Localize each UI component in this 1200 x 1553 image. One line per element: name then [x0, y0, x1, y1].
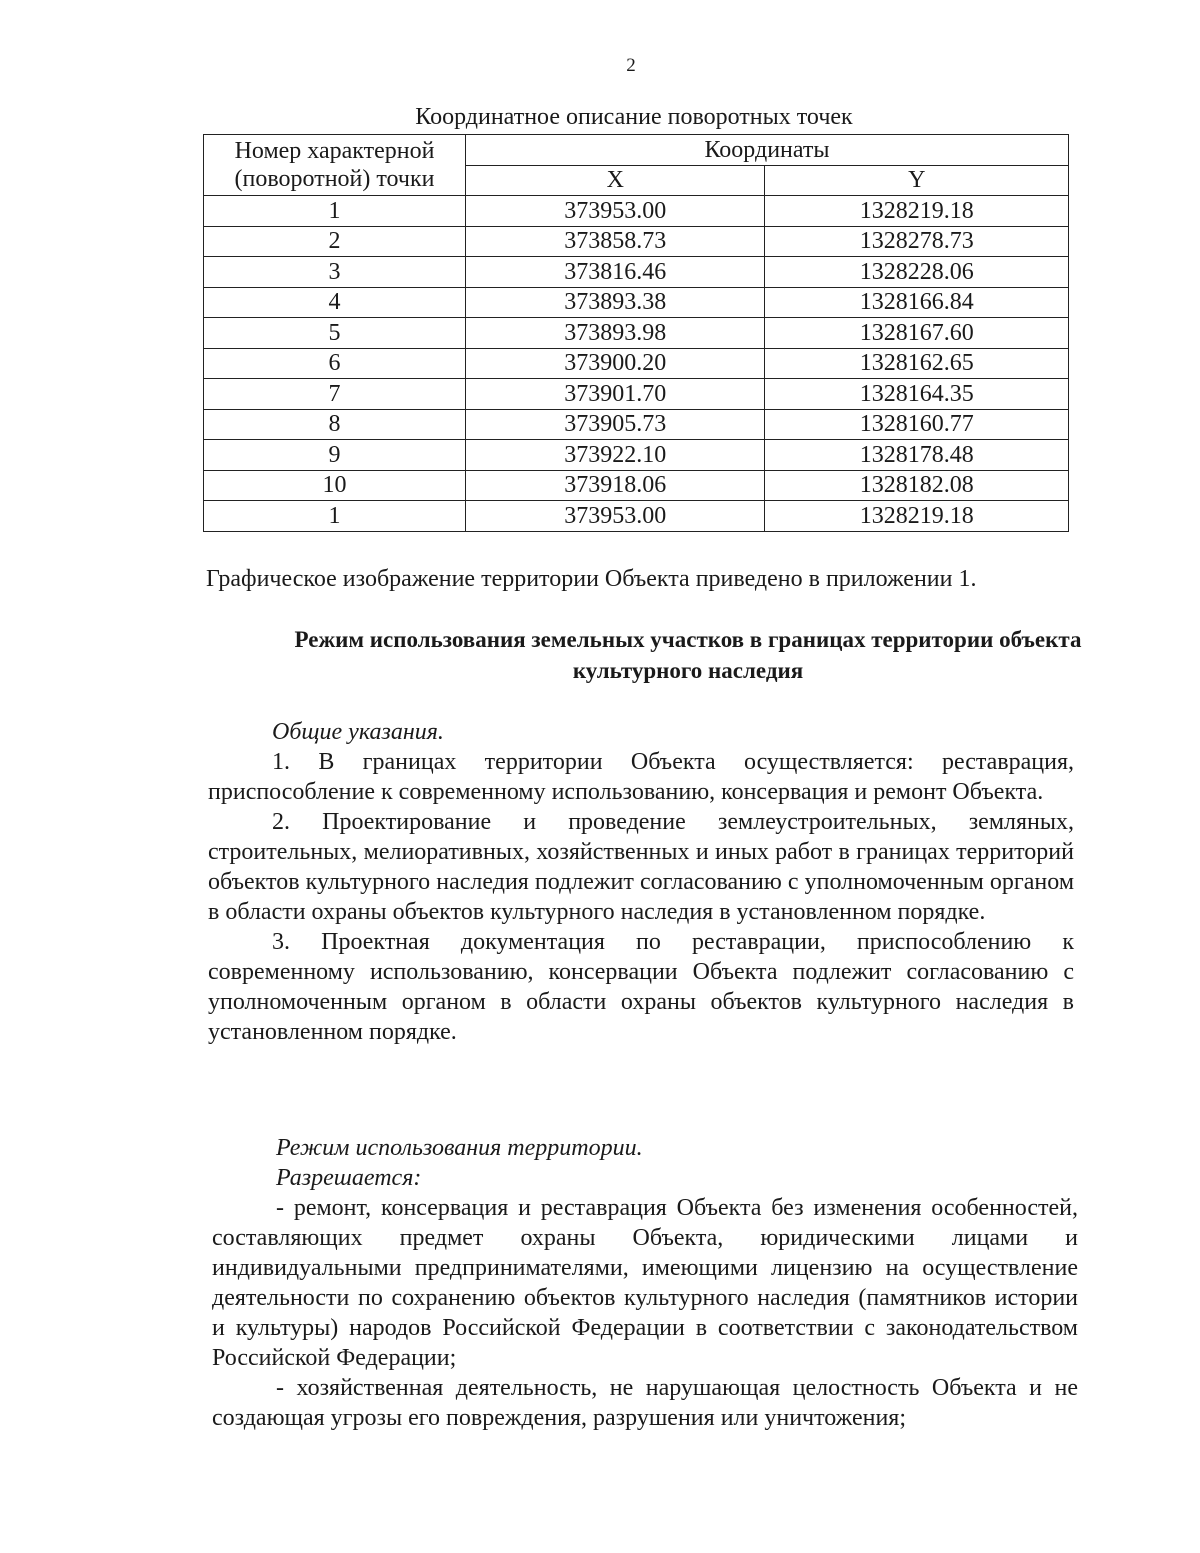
table-caption: Координатное описание поворотных точек	[415, 104, 853, 130]
page-number: 2	[626, 55, 636, 76]
table-row	[204, 257, 1069, 288]
coord-y: 1328219.18	[765, 501, 1069, 532]
coord-x: 373893.98	[466, 318, 765, 349]
point-number: 9	[204, 440, 466, 471]
coord-x: 373918.06	[466, 470, 765, 501]
general-title: Общие указания.	[272, 719, 444, 745]
point-number: 1	[204, 196, 466, 227]
graphic-note: Графическое изображение территории Объекта приведено в приложении 1.	[206, 566, 977, 592]
table-row	[204, 409, 1069, 440]
coord-y: 1328182.08	[765, 470, 1069, 501]
allowed-title: Разрешается:	[276, 1165, 422, 1191]
point-number: 4	[204, 287, 466, 318]
table-row	[204, 196, 1069, 227]
point-number: 6	[204, 348, 466, 379]
coord-y: 1328164.35	[765, 379, 1069, 410]
coord-x: 373953.00	[466, 501, 765, 532]
table-row	[204, 318, 1069, 349]
general-instructions	[208, 717, 1074, 1047]
coord-x: 373893.38	[466, 287, 765, 318]
regime-title: Режим использования территории.	[276, 1135, 643, 1161]
coord-x: 373900.20	[466, 348, 765, 379]
general-item: 1. В границах территории Объекта осуществляется: реставрация, приспособление к современному использованию, консервация и ремонт Объекта.	[208, 749, 1074, 805]
table-row	[204, 379, 1069, 410]
point-number: 10	[204, 470, 466, 501]
header-point-number: Номер характерной (поворотной) точки	[204, 135, 466, 196]
coord-x: 373816.46	[466, 257, 765, 288]
coord-y: 1328178.48	[765, 440, 1069, 471]
allowed-item: - хозяйственная деятельность, не нарушающая целостность Объекта и не создающая угрозы его повреждения, разрушения или уничтожения;	[212, 1375, 1078, 1431]
point-number: 3	[204, 257, 466, 288]
coord-x: 373901.70	[466, 379, 765, 410]
table-row	[204, 287, 1069, 318]
point-number: 7	[204, 379, 466, 410]
coord-y: 1328162.65	[765, 348, 1069, 379]
coord-x: 373953.00	[466, 196, 765, 227]
section-heading: Режим использования земельных участков в границах территории объекта культурного наследия	[294, 627, 1082, 683]
point-number: 5	[204, 318, 466, 349]
table-row	[204, 226, 1069, 257]
table-row	[204, 348, 1069, 379]
table-row	[204, 470, 1069, 501]
territory-regime	[212, 1133, 1078, 1433]
table-header-row	[204, 135, 1069, 166]
table-row	[204, 440, 1069, 471]
general-item: 3. Проектная документация по реставрации, приспособлению к современному использованию, консервации Объекта подлежит согласованию с уполномоченным органом в области охраны объектов культурного наследия в установленном порядке.	[208, 929, 1074, 1045]
coord-y: 1328228.06	[765, 257, 1069, 288]
coordinates-table	[203, 134, 1069, 532]
coord-y: 1328219.18	[765, 196, 1069, 227]
coord-y: 1328167.60	[765, 318, 1069, 349]
point-number: 8	[204, 409, 466, 440]
header-y: Y	[765, 165, 1069, 196]
coord-y: 1328278.73	[765, 226, 1069, 257]
coord-x: 373858.73	[466, 226, 765, 257]
allowed-item: - ремонт, консервация и реставрация Объекта без изменения особенностей, составляющих предмет охраны Объекта, юридическими лицами и индивидуальными предпринимателями, имеющими лицензию на осуществление деятельности по сохранению объектов культурного наследия (памятников истории и культуры) народов Российской Федерации в соответствии с законодательством Российской Федерации;	[212, 1195, 1078, 1371]
coord-y: 1328166.84	[765, 287, 1069, 318]
header-x: X	[466, 165, 765, 196]
table-row	[204, 501, 1069, 532]
point-number: 1	[204, 501, 466, 532]
general-item: 2. Проектирование и проведение землеустроительных, земляных, строительных, мелиоративных, хозяйственных и иных работ в границах территорий объектов культурного наследия подлежит согласованию с уполномоченным органом в области охраны объектов культурного наследия в установленном порядке.	[208, 809, 1074, 925]
coord-x: 373922.10	[466, 440, 765, 471]
point-number: 2	[204, 226, 466, 257]
header-coordinates: Координаты	[466, 135, 1069, 166]
coord-x: 373905.73	[466, 409, 765, 440]
coord-y: 1328160.77	[765, 409, 1069, 440]
